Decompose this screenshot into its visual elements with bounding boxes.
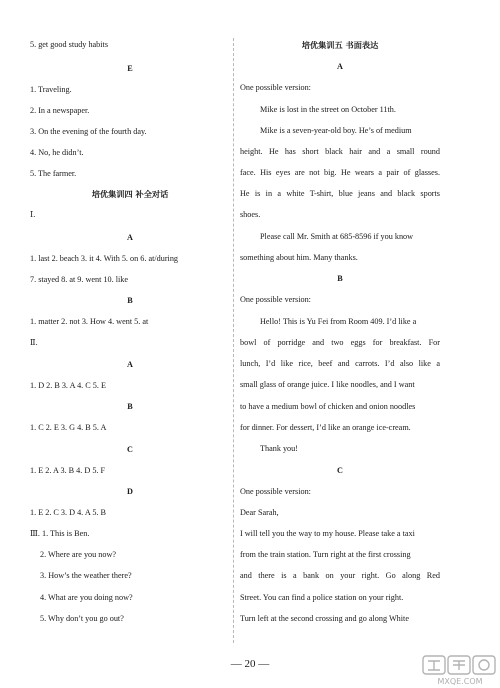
subsection-heading-a: A (337, 62, 343, 71)
essay-line: One possible version: (240, 295, 311, 304)
section-title-5: 培优集训五 书面表达 (301, 40, 379, 50)
essay-line: shoes. (240, 210, 261, 219)
watermark-logo (420, 653, 500, 686)
roman-numeral-2: Ⅱ. (30, 338, 38, 347)
answer-line: 1. E 2. C 3. D 4. A 5. B (30, 508, 106, 517)
subsection-heading-a: A (127, 233, 133, 242)
subsection-heading-b: B (337, 274, 343, 283)
essay-line: Mike is lost in the street on October 11th. (260, 105, 396, 114)
watermark-logo-graphic (420, 653, 500, 686)
answer-line: 2. In a newspaper. (30, 106, 90, 115)
column-divider (233, 38, 234, 643)
essay-line: small glass of orange juice. I like noodles, and I want (240, 380, 415, 389)
subsection-heading-c: C (337, 466, 343, 475)
essay-line: from the train station. Turn right at the first crossing (240, 550, 411, 559)
essay-line: Thank you! (260, 444, 298, 453)
answer-line: 1. matter 2. not 3. How 4. went 5. at (30, 317, 149, 326)
answer-line: 1. D 2. B 3. A 4. C 5. E (30, 381, 106, 390)
essay-line: Mike is a seven-year-old boy. He’s of medium (260, 126, 412, 135)
essay-line: One possible version: (240, 83, 311, 92)
answer-line: 5. Why don’t you go out? (40, 614, 124, 623)
essay-line: One possible version: (240, 487, 311, 496)
subsection-heading-c: C (127, 445, 133, 454)
answer-line: 1. E 2. A 3. B 4. D 5. F (30, 466, 106, 475)
answer-line: 1. C 2. E 3. G 4. B 5. A (30, 423, 107, 432)
essay-line: He is in a white T-shirt, blue jeans and black sports (240, 189, 440, 198)
answer-line: 5. The farmer. (30, 169, 77, 178)
essay-line: Please call Mr. Smith at 685-8596 if you know (260, 232, 414, 241)
answer-line: 3. On the evening of the fourth day. (30, 127, 147, 136)
section-heading-e: E (127, 64, 133, 73)
answer-line: 1. last 2. beach 3. it 4. With 5. on 6. at/during (30, 254, 179, 263)
essay-line: Street. You can find a police station on your right. (240, 593, 404, 602)
subsection-heading-b: B (127, 402, 133, 411)
answer-line: Ⅲ. 1. This is Ben. (30, 529, 90, 538)
subsection-heading-a: A (127, 360, 133, 369)
essay-line: Turn left at the second crossing and go along White (240, 614, 409, 623)
essay-line: Hello! This is Yu Fei from Room 409. I’d like a (260, 317, 417, 326)
section-title-4: 培优集训四 补全对话 (91, 189, 169, 199)
essay-line: face. His eyes are not big. He wears a pair of glasses. (240, 168, 440, 177)
page-number: — 20 — (230, 658, 270, 670)
essay-line: lunch, I’d like rice, beef and carrots. I’d also like a (240, 359, 440, 368)
essay-line: bowl of porridge and two eggs for breakfast. For (240, 338, 440, 347)
answer-line: 1. Traveling. (30, 85, 72, 94)
essay-line: for dinner. For dessert, I’d like an orange ice-cream. (240, 423, 411, 432)
essay-line: I will tell you the way to my house. Please take a taxi (240, 529, 415, 538)
svg-text:MXQE.COM: MXQE.COM (437, 677, 483, 686)
subsection-heading-b: B (127, 296, 133, 305)
essay-line: and there is a bank on your right. Go along Red (240, 571, 440, 580)
answer-line: 4. No, he didn’t. (30, 148, 84, 157)
answer-line: 3. How’s the weather there? (40, 571, 132, 580)
subsection-heading-d: D (127, 487, 133, 496)
answer-line: 2. Where are you now? (40, 550, 117, 559)
essay-line: height. He has short black hair and a small round (240, 147, 440, 156)
answer-line: 7. stayed 8. at 9. went 10. like (30, 275, 129, 284)
essay-line: Dear Sarah, (240, 508, 279, 517)
essay-line: something about him. Many thanks. (240, 253, 358, 262)
essay-line: to have a medium bowl of chicken and onion noodles (240, 402, 416, 411)
answer-line: 5. get good study habits (30, 40, 109, 49)
roman-numeral-1: Ⅰ. (30, 210, 36, 219)
answer-line: 4. What are you doing now? (40, 593, 133, 602)
